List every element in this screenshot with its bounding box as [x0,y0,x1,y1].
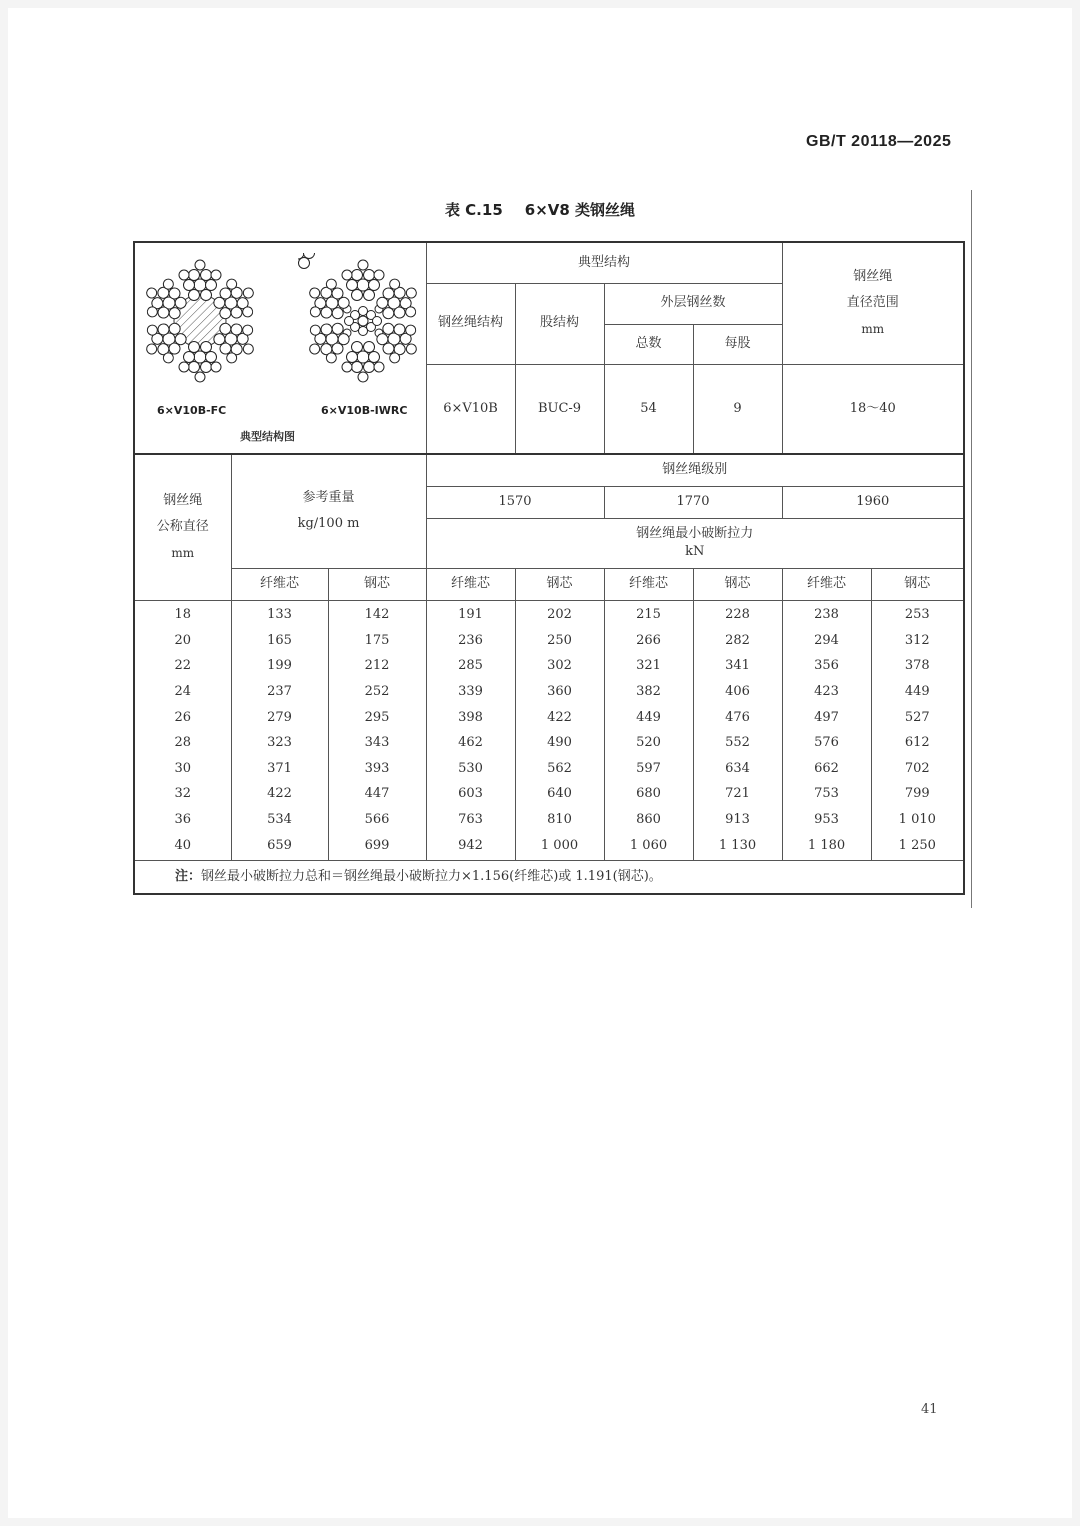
force-1960-steel-header: 钢芯 [871,568,964,600]
rope-structure-header: 钢丝绳结构 [426,283,515,364]
table-cell: 534 [231,807,328,833]
table-cell: 378 [871,654,964,680]
weight-fiber-core-header: 纤维芯 [231,568,328,600]
table-cell: 860 [604,807,693,833]
table-row [134,782,964,808]
table-cell: 371 [231,756,328,782]
table-cell: 810 [515,807,604,833]
table-cell: 1 010 [871,807,964,833]
table-cell: 398 [426,705,515,731]
table-caption: 6×V8 类钢丝绳 [524,201,636,219]
table-cell: 250 [515,628,604,654]
table-cell: 422 [231,782,328,808]
table-cell: 422 [515,705,604,731]
table-cell: 562 [515,756,604,782]
table-cell: 490 [515,730,604,756]
table-row [134,654,964,680]
per-strand-value: 9 [693,364,782,454]
table-row [134,628,964,654]
table-note: 注：钢丝最小破断拉力总和＝钢丝绳最小破断拉力×1.156(纤维芯)或 1.191(钢芯)。 [134,861,964,895]
table-cell: 175 [328,628,426,654]
table-cell: 449 [604,705,693,731]
table-cell: 953 [782,807,871,833]
table-cell: 680 [604,782,693,808]
per-strand-header: 每股 [693,324,782,364]
breaking-force-header: 钢丝绳最小破断拉力 kN [426,518,964,568]
table-cell: 302 [515,654,604,680]
table-cell: 321 [604,654,693,680]
table-row [134,756,964,782]
table-cell: 1 250 [871,833,964,861]
table-cell: 576 [782,730,871,756]
table-cell: 393 [328,756,426,782]
table-cell: 1 060 [604,833,693,861]
table-row [134,833,964,861]
table-row [134,705,964,731]
rope-structure-value: 6×V10B [426,364,515,454]
table-cell: 699 [328,833,426,861]
table-cell: 252 [328,679,426,705]
table-cell: 382 [604,679,693,705]
total-header: 总数 [604,324,693,364]
diameter-range-value: 18～40 [782,364,964,454]
strand-structure-value: BUC-9 [515,364,604,454]
table-cell: 40 [134,833,231,861]
table-cell: 406 [693,679,782,705]
force-1570-steel-header: 钢芯 [515,568,604,600]
strand-structure-header: 股结构 [515,283,604,364]
table-cell: 1 000 [515,833,604,861]
table-cell: 295 [328,705,426,731]
grade-1770: 1770 [604,486,782,518]
table-cell: 24 [134,679,231,705]
rope-iwrc-label: 6×V10B-IWRC [321,404,408,417]
table-cell: 552 [693,730,782,756]
table-cell: 520 [604,730,693,756]
table-cell: 215 [604,600,693,628]
table-cell: 597 [604,756,693,782]
table-cell: 199 [231,654,328,680]
table-cell: 22 [134,654,231,680]
table-cell: 165 [231,628,328,654]
table-cell: 799 [871,782,964,808]
table-cell: 312 [871,628,964,654]
table-row [134,679,964,705]
table-cell: 323 [231,730,328,756]
table-cell: 238 [782,600,871,628]
table-cell: 753 [782,782,871,808]
table-cell: 612 [871,730,964,756]
table-cell: 191 [426,600,515,628]
table-cell: 32 [134,782,231,808]
table-cell: 202 [515,600,604,628]
grade-1570: 1570 [426,486,604,518]
table-cell: 913 [693,807,782,833]
table-cell: 279 [231,705,328,731]
table-cell: 640 [515,782,604,808]
table-cell: 462 [426,730,515,756]
grade-1960: 1960 [782,486,964,518]
table-cell: 763 [426,807,515,833]
diagram-caption: 典型结构图 [240,430,295,443]
table-cell: 253 [871,600,964,628]
table-cell: 497 [782,705,871,731]
margin-rule [971,190,972,908]
table-cell: 942 [426,833,515,861]
table-cell: 702 [871,756,964,782]
table-cell: 530 [426,756,515,782]
table-cell: 476 [693,705,782,731]
table-cell: 282 [693,628,782,654]
table-cell: 566 [328,807,426,833]
table-cell: 527 [871,705,964,731]
table-cell: 423 [782,679,871,705]
table-cell: 36 [134,807,231,833]
table-cell: 20 [134,628,231,654]
table-row [134,807,964,833]
table-cell: 447 [328,782,426,808]
force-1570-fiber-header: 纤维芯 [426,568,515,600]
table-cell: 228 [693,600,782,628]
table-cell: 721 [693,782,782,808]
table-cell: 237 [231,679,328,705]
rope-spec-table [133,241,965,895]
rope-fc-label: 6×V10B-FC [157,404,227,417]
table-cell: 634 [693,756,782,782]
total-value: 54 [604,364,693,454]
table-cell: 294 [782,628,871,654]
typical-structure-header: 典型结构 [426,242,782,283]
force-1770-fiber-header: 纤维芯 [604,568,693,600]
rope-iwrc-cross-section-figure [298,253,428,393]
table-cell: 662 [782,756,871,782]
table-cell: 142 [328,600,426,628]
table-cell: 285 [426,654,515,680]
nominal-diameter-header: 钢丝绳 公称直径 mm [134,454,231,600]
force-1960-fiber-header: 纤维芯 [782,568,871,600]
table-cell: 28 [134,730,231,756]
standard-code: GB/T 20118—2025 [806,133,952,150]
table-cell: 1 130 [693,833,782,861]
rope-fc-cross-section-figure [135,253,265,393]
data-rows [134,600,964,861]
table-cell: 1 180 [782,833,871,861]
table-number: 表 C.15 [444,201,503,219]
ref-weight-header: 参考重量 kg/100 m [231,454,426,568]
table-cell: 236 [426,628,515,654]
outer-wires-header: 外层钢丝数 [604,283,782,324]
table-cell: 603 [426,782,515,808]
weight-steel-core-header: 钢芯 [328,568,426,600]
table-cell: 343 [328,730,426,756]
table-row [134,600,964,628]
table-cell: 339 [426,679,515,705]
table-cell: 26 [134,705,231,731]
table-cell: 212 [328,654,426,680]
iwrc-core [343,305,383,337]
table-row [134,730,964,756]
table-cell: 659 [231,833,328,861]
table-title [0,199,1080,220]
table-cell: 449 [871,679,964,705]
table-cell: 341 [693,654,782,680]
table-cell: 266 [604,628,693,654]
diameter-range-header: 钢丝绳 直径范围 mm [782,242,964,364]
diagram-cell [134,242,426,454]
table-cell: 30 [134,756,231,782]
table-cell: 18 [134,600,231,628]
grade-header: 钢丝绳级别 [426,454,964,486]
table-cell: 360 [515,679,604,705]
table-cell: 133 [231,600,328,628]
force-1770-steel-header: 钢芯 [693,568,782,600]
table-cell: 356 [782,654,871,680]
page-number: 41 [921,1402,938,1417]
